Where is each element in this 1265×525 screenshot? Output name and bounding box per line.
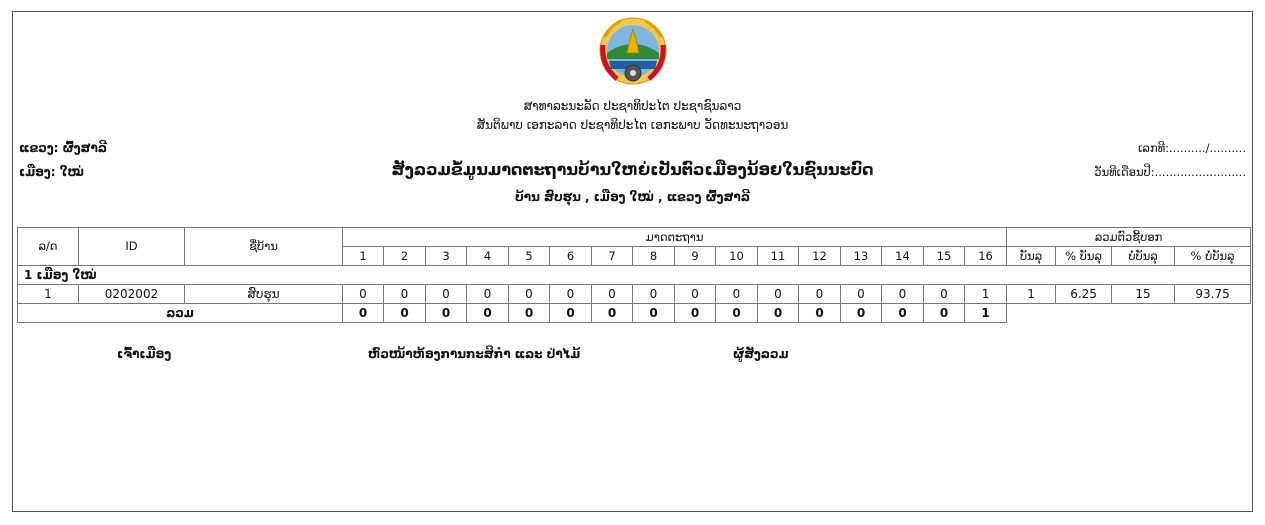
row-value: 0 bbox=[633, 285, 675, 304]
standard-num-header: 8 bbox=[633, 247, 675, 266]
col-village-header: ຊື່ບ້ານ bbox=[185, 228, 343, 266]
row-value: 0 bbox=[550, 285, 592, 304]
table-row bbox=[18, 285, 1251, 304]
row-value: 0 bbox=[841, 285, 882, 304]
standard-num-header: 14 bbox=[882, 247, 924, 266]
standard-num-header: 9 bbox=[675, 247, 716, 266]
standard-num-header: 16 bbox=[965, 247, 1007, 266]
row-value: 0 bbox=[675, 285, 716, 304]
lao-emblem-icon bbox=[597, 15, 669, 85]
standard-num-header: 1 bbox=[343, 247, 384, 266]
row-pct-not-achieved: 93.75 bbox=[1175, 285, 1251, 304]
district-label: ເມືອງ: ໃໝ່ bbox=[19, 165, 84, 179]
standard-num-header: 7 bbox=[592, 247, 633, 266]
header-line2: ສັນຕິພາບ ເອກະລາດ ປະຊາທິປະໄຕ ເອກະພາບ ວັດທະນະຖາວອນ bbox=[476, 118, 789, 132]
row-village: ສົບຮຸນ bbox=[185, 285, 343, 304]
group-row bbox=[18, 266, 1251, 285]
row-value: 0 bbox=[384, 285, 426, 304]
row-value: 1 bbox=[965, 285, 1007, 304]
col-standard-header: ມາດຕະຖານ bbox=[343, 228, 1007, 247]
total-value: 1 bbox=[965, 304, 1007, 323]
total-value: 0 bbox=[592, 304, 633, 323]
row-value: 0 bbox=[882, 285, 924, 304]
summary-not-achieved-header: ບໍ່ບັນລຸ bbox=[1112, 247, 1175, 266]
total-blank bbox=[1007, 304, 1251, 323]
row-value: 0 bbox=[716, 285, 758, 304]
row-value: 0 bbox=[426, 285, 467, 304]
row-value: 0 bbox=[758, 285, 799, 304]
total-value: 0 bbox=[633, 304, 675, 323]
page-subtitle: ບ້ານ ສົບຮຸນ , ເມືອງ ໃໝ່ , ແຂວງ ຜົ້ງສາລີ bbox=[515, 190, 750, 204]
row-value: 0 bbox=[467, 285, 509, 304]
total-value: 0 bbox=[799, 304, 841, 323]
total-value: 0 bbox=[924, 304, 965, 323]
row-value: 0 bbox=[799, 285, 841, 304]
document-date: ວັນທີເດືອນປີ:......................... bbox=[1094, 165, 1246, 179]
total-value: 0 bbox=[384, 304, 426, 323]
col-summary-header: ລວມຕົວຊີ້ບອກ bbox=[1007, 228, 1251, 247]
summary-achieved-header: ບັນລຸ bbox=[1007, 247, 1056, 266]
standard-num-header: 2 bbox=[384, 247, 426, 266]
total-value: 0 bbox=[758, 304, 799, 323]
row-value: 0 bbox=[592, 285, 633, 304]
group-label: 1 ເມືອງ ໃໝ່ bbox=[18, 266, 1251, 285]
total-value: 0 bbox=[841, 304, 882, 323]
page-title: ສັງລວມຂໍ້ມູນມາດຕະຖານບ້ານໃຫຍ່ເປັນຕົວເມືອງນ້ອຍໃນຊົນນະບົດ bbox=[391, 160, 874, 179]
standard-num-header: 6 bbox=[550, 247, 592, 266]
row-value: 0 bbox=[509, 285, 550, 304]
summary-pct-not-achieved-header: % ບໍ່ບັນລຸ bbox=[1175, 247, 1251, 266]
standard-num-header: 12 bbox=[799, 247, 841, 266]
signature-district-chief: ເຈົ້າເມືອງ bbox=[117, 347, 172, 361]
header-line1: ສາທາລະນະລັດ ປະຊາທິປະໄຕ ປະຊາຊົນລາວ bbox=[523, 99, 742, 113]
total-value: 0 bbox=[426, 304, 467, 323]
document-number: ເລກທີ:........../.......... bbox=[1138, 141, 1246, 155]
total-label: ລວມ bbox=[18, 304, 343, 323]
row-id: 0202002 bbox=[79, 285, 185, 304]
standard-num-header: 13 bbox=[841, 247, 882, 266]
row-not-achieved: 15 bbox=[1112, 285, 1175, 304]
row-no: 1 bbox=[18, 285, 79, 304]
total-value: 0 bbox=[550, 304, 592, 323]
standard-num-header: 5 bbox=[509, 247, 550, 266]
col-id-header: ID bbox=[79, 228, 185, 266]
row-achieved: 1 bbox=[1007, 285, 1056, 304]
standard-num-header: 4 bbox=[467, 247, 509, 266]
total-value: 0 bbox=[509, 304, 550, 323]
standard-num-header: 10 bbox=[716, 247, 758, 266]
standards-table bbox=[17, 227, 1251, 323]
total-value: 0 bbox=[882, 304, 924, 323]
province-label: ແຂວງ: ຜົ້ງສາລີ bbox=[19, 141, 108, 155]
col-no-header: ລ/ດ bbox=[18, 228, 79, 266]
signature-compiler: ຜູ້ສັງລວມ bbox=[733, 347, 789, 361]
standard-num-header: 11 bbox=[758, 247, 799, 266]
standard-num-header: 15 bbox=[924, 247, 965, 266]
total-value: 0 bbox=[716, 304, 758, 323]
row-pct-achieved: 6.25 bbox=[1056, 285, 1112, 304]
summary-pct-achieved-header: % ບັນລຸ bbox=[1056, 247, 1112, 266]
total-value: 0 bbox=[343, 304, 384, 323]
signature-office-head: ຫົວໜ້າຫ້ອງການກະສິກຳ ແລະ ປ່າໄມ້ bbox=[368, 347, 581, 361]
total-row bbox=[18, 304, 1251, 323]
total-value: 0 bbox=[675, 304, 716, 323]
row-value: 0 bbox=[343, 285, 384, 304]
standard-num-header: 3 bbox=[426, 247, 467, 266]
total-value: 0 bbox=[467, 304, 509, 323]
row-value: 0 bbox=[924, 285, 965, 304]
